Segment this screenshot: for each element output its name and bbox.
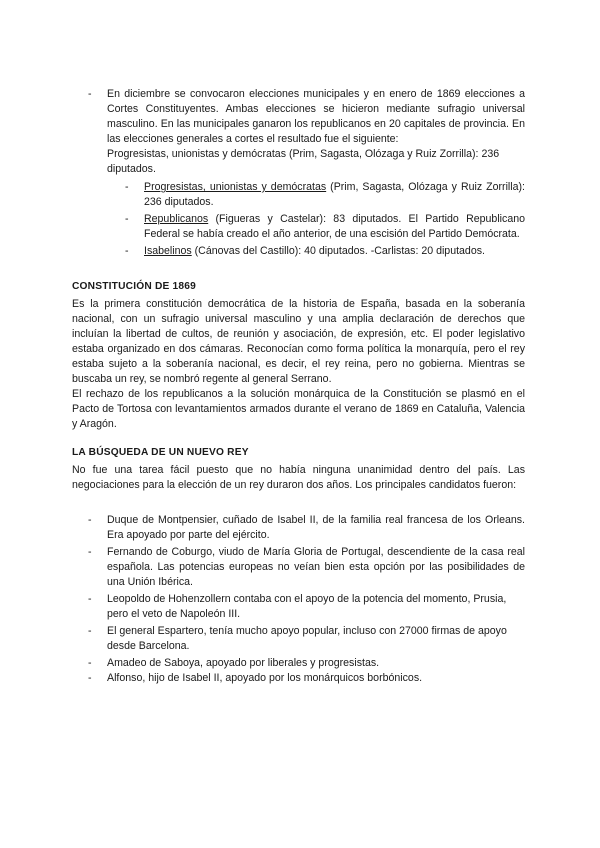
- bullet-dash: -: [88, 88, 92, 100]
- candidate-text: Leopoldo de Hohenzollern contaba con el apoyo de la potencia del momento, Prusia, pero el veto de Napoleón III.: [107, 593, 507, 620]
- bullet-dash: -: [88, 593, 92, 605]
- intro-result-line: Progresistas, unionistas y demócratas (Prim, Sagasta, Olózaga y Ruiz Zorrilla): 236 diputados.: [107, 148, 500, 175]
- bullet-dash: -: [88, 514, 92, 526]
- sublist-item: [125, 180, 526, 210]
- constitucion-paragraph-2: El rechazo de los republicanos a la solución monárquica de la Constitución se plasmó en el Pacto de Tortosa con levantamientos armados durante el verano de 1869 en Cataluña, Valencia y Aragón.: [72, 388, 525, 430]
- candidate-text: Alfonso, hijo de Isabel II, apoyado por los monárquicos borbónicos.: [107, 672, 423, 684]
- bullet-dash: -: [125, 245, 129, 257]
- intro-paragraph: En diciembre se convocaron elecciones municipales y en enero de 1869 elecciones a Cortes Constituyentes. Ambas elecciones se hicieron mediante sufragio universal masculino. En las municipales ganaron los republicanos en 20 capitales de provincia. En las elecciones generales a cortes el resultado fue el siguiente:: [107, 88, 525, 145]
- candidate-item: [88, 656, 525, 671]
- candidate-text: Duque de Montpensier, cuñado de Isabel II, de la familia real francesa de los Orleans. Era apoyado por parte del ejército.: [107, 514, 525, 541]
- bullet-dash: -: [88, 672, 92, 684]
- busqueda-paragraph: No fue una tarea fácil puesto que no había ninguna unanimidad dentro del país. Las negociaciones para la elección de un rey duraron dos años. Los principales candidatos fueron:: [72, 464, 525, 491]
- bullet-dash: -: [125, 181, 129, 193]
- bullet-dash: -: [88, 625, 92, 637]
- party-name: Republicanos: [144, 213, 209, 225]
- bullet-dash: -: [88, 546, 92, 558]
- candidate-item: [88, 671, 525, 686]
- bullet-dash: -: [125, 213, 129, 225]
- constitucion-paragraph-1: Es la primera constitución democrática de la historia de España, basada en la soberanía nacional, con un sufragio universal masculino y una amplia declaración de derechos que incluían la libertad de cultos, de reunión y asociación, de expresión, etc. El poder legislativo estaba organizado en dos cámaras. Reconocían como forma política la monarquía, pero el rey estaba sujeto a la soberanía nacional, es decir, el rey reina, pero no gobierna. Mientras se buscaba un rey, se nombró regente al general Serrano.: [72, 298, 525, 385]
- list-item: [88, 87, 525, 177]
- candidate-item: [88, 624, 525, 654]
- sublist-item: [125, 212, 525, 242]
- results-sublist: [125, 180, 526, 259]
- candidate-text: Amadeo de Saboya, apoyado por liberales y progresistas.: [107, 657, 380, 669]
- candidate-item: [88, 592, 525, 622]
- candidate-item: [88, 545, 525, 590]
- candidate-text: Fernando de Coburgo, viudo de María Gloria de Portugal, descendiente de la casa real española. Las potencias europeas no veían bien esta opción por las posibilidades de una Unión Ibérica.: [107, 546, 525, 588]
- party-name: Progresistas, unionistas y demócratas: [144, 181, 327, 193]
- party-detail: (Prim, Sagasta, Olózaga y Ruiz Zorrilla): 236 diputados.: [144, 181, 526, 208]
- party-name: Isabelinos: [144, 245, 192, 257]
- party-detail: (Cánovas del Castillo): 40 diputados. -Carlistas: 20 diputados.: [191, 245, 485, 257]
- constitucion-body: [72, 297, 525, 432]
- section-heading-constitucion: CONSTITUCIÓN DE 1869: [72, 281, 197, 292]
- intro-list: [88, 87, 525, 177]
- sublist-item: [125, 244, 525, 259]
- candidate-text: El general Espartero, tenía mucho apoyo popular, incluso con 27000 firmas de apoyo desde Barcelona.: [107, 625, 507, 652]
- candidate-item: [88, 513, 525, 543]
- party-detail: (Figueras y Castelar): 83 diputados. El Partido Republicano Federal se había creado el año anterior, de una escisión del Partido Demócrata.: [144, 213, 525, 240]
- section-heading-busqueda: LA BÚSQUEDA DE UN NUEVO REY: [72, 447, 249, 458]
- candidates-list: [88, 513, 525, 686]
- bullet-dash: -: [88, 657, 92, 669]
